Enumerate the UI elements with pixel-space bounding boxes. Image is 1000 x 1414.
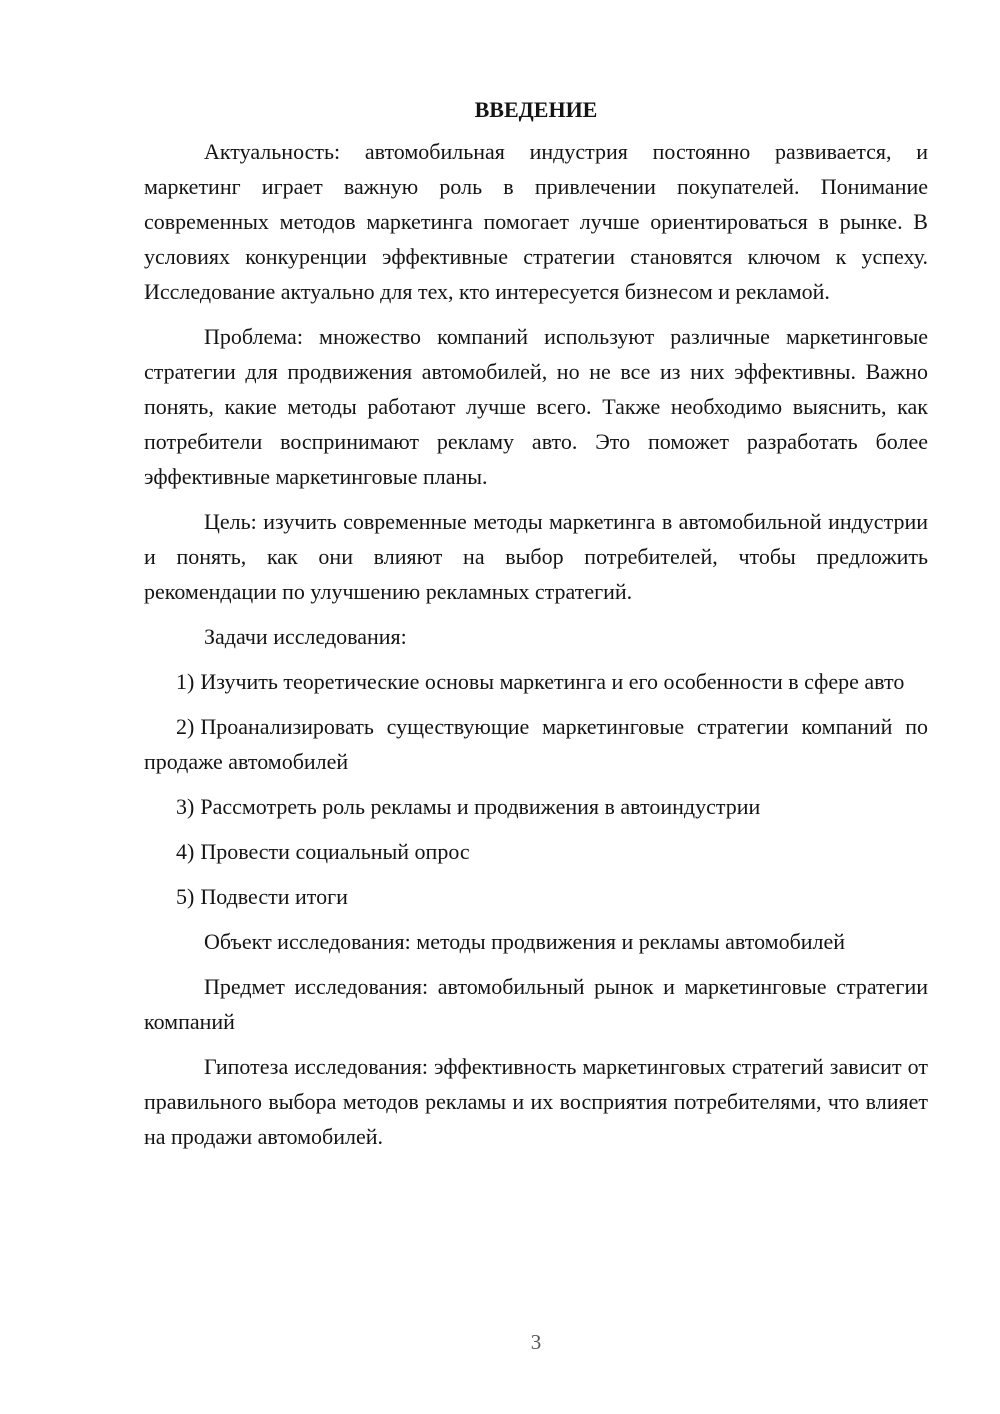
list-item-number: 3)	[176, 794, 195, 819]
tasks-intro: Задачи исследования:	[204, 624, 407, 649]
page-body	[144, 92, 928, 1164]
object-paragraph: Объект исследования: методы продвижения и рекламы автомобилей	[204, 929, 846, 954]
hypothesis-paragraph: Гипотеза исследования: эффективность маркетинговых стратегий зависит от правильного выбора методов рекламы и их восприятия потребителями, что влияет на продажи автомобилей.	[144, 1054, 928, 1149]
list-item	[144, 789, 928, 824]
list-item-text: Подвести итоги	[200, 884, 348, 909]
list-item-number: 2)	[176, 714, 195, 739]
list-item	[144, 879, 928, 914]
goal-paragraph: Цель: изучить современные методы маркетинга в автомобильной индустрии и понять, как они влияют на выбор потребителей, чтобы предложить рекомендации по улучшению рекламных стратегий.	[144, 509, 928, 604]
section-heading: ВВЕДЕНИЕ	[474, 97, 598, 122]
list-item-text: Проанализировать существующие маркетинговые стратегии компаний по продаже автомобилей	[144, 714, 928, 774]
tasks-list	[144, 664, 928, 914]
list-item-text: Изучить теоретические основы маркетинга и его особенности в сфере авто	[200, 669, 905, 694]
subject-paragraph: Предмет исследования: автомобильный рынок и маркетинговые стратегии компаний	[144, 974, 928, 1034]
list-item-number: 4)	[176, 839, 195, 864]
page-number: 3	[530, 1330, 542, 1354]
list-item-number: 5)	[176, 884, 195, 909]
problem-paragraph: Проблема: множество компаний используют различные маркетинговые стратегии для продвижения автомобилей, но не все из них эффективны. Важно понять, какие методы работают лучше всего. Также необходимо выяснить, как потребители воспринимают рекламу авто. Это поможет разработать более эффективные маркетинговые планы.	[144, 324, 928, 489]
list-item	[144, 709, 928, 779]
list-item-text: Провести социальный опрос	[200, 839, 470, 864]
list-item	[144, 834, 928, 869]
list-item-number: 1)	[176, 669, 195, 694]
list-item-text: Рассмотреть роль рекламы и продвижения в автоиндустрии	[200, 794, 761, 819]
list-item	[144, 664, 928, 699]
relevance-paragraph: Актуальность: автомобильная индустрия постоянно развивается, и маркетинг играет важную роль в привлечении покупателей. Понимание современных методов маркетинга помогает лучше ориентироваться в рынке. В условиях конкуренции эффективные стратегии становятся ключом к успеху. Исследование актуально для тех, кто интересуется бизнесом и рекламой.	[144, 139, 928, 304]
